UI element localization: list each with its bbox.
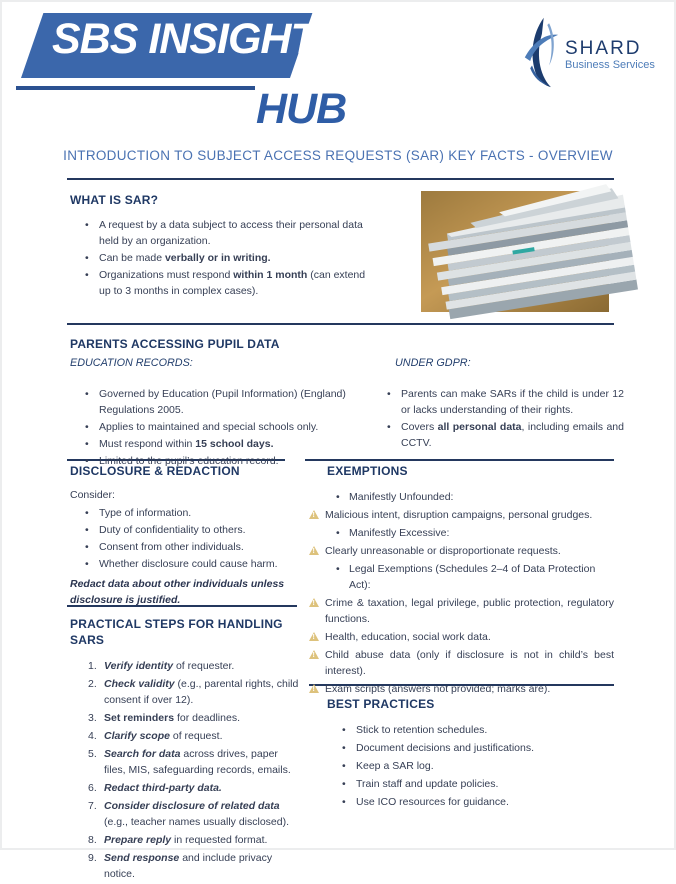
section-heading: WHAT IS SAR? xyxy=(70,193,159,207)
list-item: • Covers all personal data, including emails and CCTV. xyxy=(384,419,624,451)
list-item: • Limited to the pupil’s education record. xyxy=(82,453,380,469)
warning-item: ! Malicious intent, disruption campaigns, personal grudges. xyxy=(309,507,614,523)
warning-item: ! Health, education, social work data. xyxy=(309,629,614,645)
list-item: • Applies to maintained and special schools only. xyxy=(82,419,380,435)
list-item: • Legal Exemptions (Schedules 2–4 of Data Protection Act): xyxy=(309,561,614,593)
warning-icon xyxy=(309,510,319,519)
list-item: Set reminders for deadlines. xyxy=(104,712,240,724)
subheading-education-records: EDUCATION RECORDS: xyxy=(70,357,193,369)
section-exemptions xyxy=(309,463,614,699)
list-item: • Must respond within 15 school days. xyxy=(82,436,380,452)
section-heading: DISCLOSURE & REDACTION xyxy=(70,464,240,478)
under-gdpr-column xyxy=(372,352,624,452)
section-heading: PARENTS ACCESSING PUPIL DATA xyxy=(70,337,280,351)
list-item: • Document decisions and justifications. xyxy=(339,740,614,756)
divider xyxy=(67,323,614,325)
disclosure-note: Redact data about other individuals unless disclosure is justified. xyxy=(70,578,285,606)
section-heading: BEST PRACTICES xyxy=(327,697,435,711)
list-item: • Manifestly Unfounded: xyxy=(309,489,614,505)
bullet-list xyxy=(384,386,624,451)
list-item: Consider disclosure of related data (e.g., teacher names usually disclosed). xyxy=(104,800,290,828)
page-title: INTRODUCTION TO SUBJECT ACCESS REQUESTS (SAR) KEY FACTS - OVERVIEW xyxy=(63,148,613,163)
warning-icon xyxy=(309,684,319,693)
list-item: Verify identity of requester. xyxy=(104,660,235,672)
section-what-is-sar xyxy=(70,192,375,300)
shard-logo xyxy=(522,16,655,93)
numbered-list xyxy=(88,658,301,882)
list-item: Send response and include privacy notice. xyxy=(104,852,273,880)
warning-item: ! Exam scripts (answers not provided; marks are). xyxy=(309,681,614,697)
warning-item: ! Child abuse data (only if disclosure is not in child’s best interest). xyxy=(309,647,614,679)
list-item: Search for data across drives, paper files, MIS, safeguarding records, emails. xyxy=(104,748,291,776)
banner-underline xyxy=(16,86,255,90)
brand-primary: SBS INSIGHT xyxy=(52,15,316,63)
shard-swoosh-icon xyxy=(522,16,560,93)
subheading-under-gdpr: UNDER GDPR: xyxy=(395,357,471,369)
section-practical-steps xyxy=(70,616,301,884)
exemptions-list xyxy=(309,489,614,697)
brand-secondary: HUB xyxy=(256,85,347,133)
list-item: Clarify scope of request. xyxy=(104,730,223,742)
list-item: Prepare reply in requested format. xyxy=(104,834,268,846)
list-item: • Stick to retention schedules. xyxy=(339,722,614,738)
list-item: • Can be made verbally or in writing. xyxy=(82,250,375,266)
list-item: • Train staff and update policies. xyxy=(339,776,614,792)
list-item: • Parents can make SARs if the child is under 12 or lacks understanding of their rights. xyxy=(384,386,624,418)
list-item: • Organizations must respond within 1 month (can extend up to 3 months in complex cases). xyxy=(82,267,375,299)
bullet-list xyxy=(339,722,614,810)
bullet-list xyxy=(82,217,375,299)
section-disclosure-redaction xyxy=(70,463,298,608)
divider xyxy=(67,178,614,180)
list-item: Check validity (e.g., parental rights, child consent if over 12). xyxy=(104,678,299,706)
list-item: • A request by a data subject to access their personal data held by an organization. xyxy=(82,217,375,249)
section-heading: EXEMPTIONS xyxy=(327,464,408,478)
disclosure-intro: Consider: xyxy=(70,489,115,501)
list-item: Redact third-party data. xyxy=(104,782,222,794)
section-parents-pupil-data xyxy=(70,336,624,467)
section-best-practices xyxy=(309,696,614,812)
list-item: • Consent from other individuals. xyxy=(82,539,298,555)
list-item: • Type of information. xyxy=(82,505,298,521)
list-item: • Use ICO resources for guidance. xyxy=(339,794,614,810)
list-item: • Governed by Education (Pupil Information) (England) Regulations 2005. xyxy=(82,386,380,418)
list-item: • Keep a SAR log. xyxy=(339,758,614,774)
paper-stack-photo xyxy=(421,191,609,312)
logo-tagline: Business Services xyxy=(565,58,655,71)
logo-name: SHARD xyxy=(565,37,642,59)
warning-icon xyxy=(309,546,319,555)
bullet-list xyxy=(82,505,298,572)
bullet-list xyxy=(82,386,380,469)
warning-icon xyxy=(309,598,319,607)
warning-icon xyxy=(309,650,319,659)
warning-icon xyxy=(309,632,319,641)
section-heading: PRACTICAL STEPS FOR HANDLING SARS xyxy=(70,617,283,647)
list-item: • Duty of confidentiality to others. xyxy=(82,522,298,538)
warning-item: ! Clearly unreasonable or disproportionate requests. xyxy=(309,543,614,559)
education-records-column xyxy=(70,352,380,470)
warning-item: ! Crime & taxation, legal privilege, public protection, regulatory functions. xyxy=(309,595,614,627)
list-item: • Manifestly Excessive: xyxy=(309,525,614,541)
list-item: • Whether disclosure could cause harm. xyxy=(82,556,298,572)
